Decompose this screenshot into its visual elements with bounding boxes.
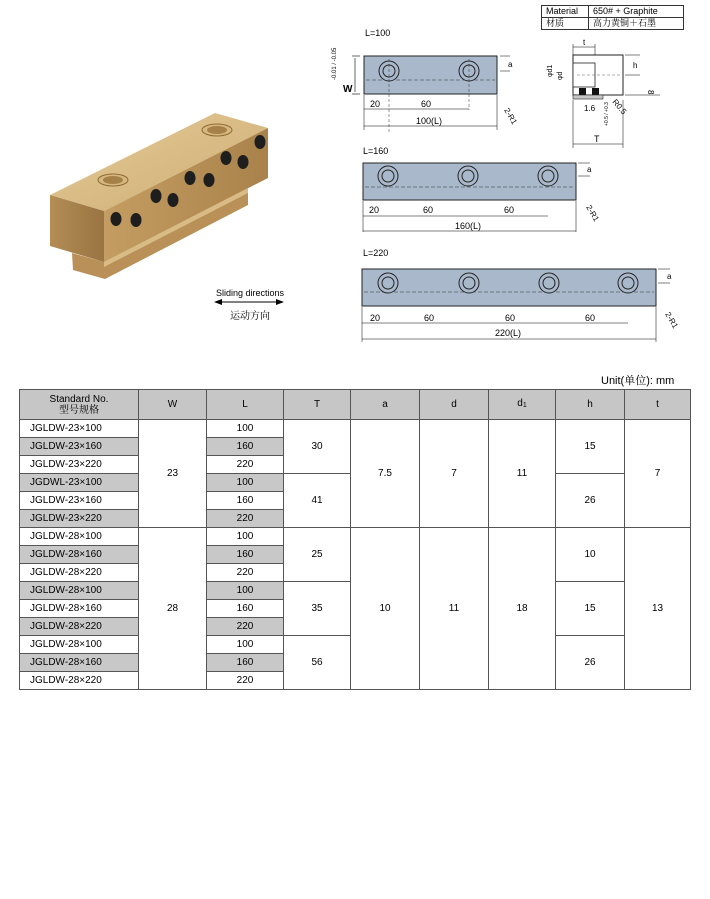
table-row: JGLDW-28×220 220: [20, 618, 691, 636]
header-d: d: [420, 390, 489, 420]
drawing-l160: [355, 145, 615, 235]
svg-text:L=220: L=220: [363, 248, 389, 258]
table-row: JGLDW-23×160 160: [20, 492, 691, 510]
table-row: JGLDW-28×160 160: [20, 600, 691, 618]
svg-text:t: t: [583, 38, 586, 47]
svg-text:h: h: [633, 61, 638, 70]
svg-text:2-R1: 2-R1: [584, 203, 601, 224]
svg-text:+0.5 / +0.3: +0.5 / +0.3: [604, 102, 610, 126]
table-row: JGLDW-28×220 220: [20, 564, 691, 582]
svg-text:-0.01 / -0.05: -0.01 / -0.05: [332, 47, 338, 80]
drawing-l220: [355, 245, 700, 345]
svg-text:T: T: [594, 134, 600, 144]
header-l: L: [207, 390, 284, 420]
table-row: JGLDW-23×100 23 100 30 7.5 7 11 15 7: [20, 420, 691, 438]
product-illustration: [40, 100, 280, 290]
svg-text:a: a: [508, 60, 513, 69]
svg-text:a: a: [667, 272, 672, 281]
svg-text:60: 60: [423, 205, 434, 215]
header-t-lower: t: [625, 390, 691, 420]
material-key-cn: 材质: [542, 18, 589, 30]
material-value-cn: 高力黄铜＋石墨: [589, 18, 684, 30]
header-t-upper: T: [284, 390, 351, 420]
material-key: Material: [542, 6, 589, 18]
svg-text:φd1: φd1: [547, 64, 554, 77]
header-w: W: [139, 390, 207, 420]
table-row: JGLDW-28×100 100 35 15: [20, 582, 691, 600]
unit-label: Unit(单位): mm: [601, 375, 675, 387]
svg-text:a: a: [587, 165, 592, 174]
header-standard-no: Standard No. 型号规格: [20, 390, 139, 420]
sliding-direction: [200, 284, 300, 324]
table-row: JGLDW-23×160 160: [20, 438, 691, 456]
table-row: JGLDW-28×100 100 56 26: [20, 636, 691, 654]
table-row: JGLDW-28×160 160: [20, 654, 691, 672]
svg-text:2-R1: 2-R1: [502, 106, 519, 127]
svg-text:60: 60: [585, 313, 596, 323]
svg-text:φd: φd: [557, 71, 564, 80]
table-row: JGLDW-23×220 220: [20, 456, 691, 474]
svg-text:20: 20: [370, 99, 381, 109]
table-row: JGLDW-28×100 28 100 25 10 11 18 10 13: [20, 528, 691, 546]
svg-text:R0.5: R0.5: [610, 97, 629, 117]
table-row: JGDWL-23×100 100 41 26: [20, 474, 691, 492]
sliding-label-cn: 运动方向: [230, 311, 270, 322]
header-h: h: [556, 390, 625, 420]
svg-text:L=160: L=160: [363, 146, 389, 156]
drawing-title: L=100: [365, 28, 391, 38]
svg-text:8: 8: [646, 90, 655, 95]
table-row: JGLDW-28×160 160: [20, 546, 691, 564]
svg-text:160(L): 160(L): [455, 221, 482, 231]
header-d1: d1: [489, 390, 556, 420]
svg-text:60: 60: [504, 205, 515, 215]
header-a: a: [351, 390, 420, 420]
svg-text:2-R1: 2-R1: [663, 310, 680, 331]
material-value: 650# + Graphite: [589, 6, 684, 18]
svg-text:60: 60: [421, 99, 432, 109]
svg-text:20: 20: [370, 313, 381, 323]
svg-text:60: 60: [505, 313, 516, 323]
table-row: JGLDW-23×220 220: [20, 510, 691, 528]
spec-table: [19, 389, 691, 690]
svg-text:W: W: [343, 84, 353, 95]
drawing-l100: [325, 22, 710, 157]
svg-text:220(L): 220(L): [495, 328, 522, 338]
sliding-label-en: Sliding directions: [215, 288, 285, 298]
svg-text:100(L): 100(L): [416, 116, 443, 126]
svg-text:1.6: 1.6: [584, 104, 596, 113]
svg-text:60: 60: [424, 313, 435, 323]
svg-text:20: 20: [369, 205, 380, 215]
table-row: JGLDW-28×220 220: [20, 672, 691, 690]
